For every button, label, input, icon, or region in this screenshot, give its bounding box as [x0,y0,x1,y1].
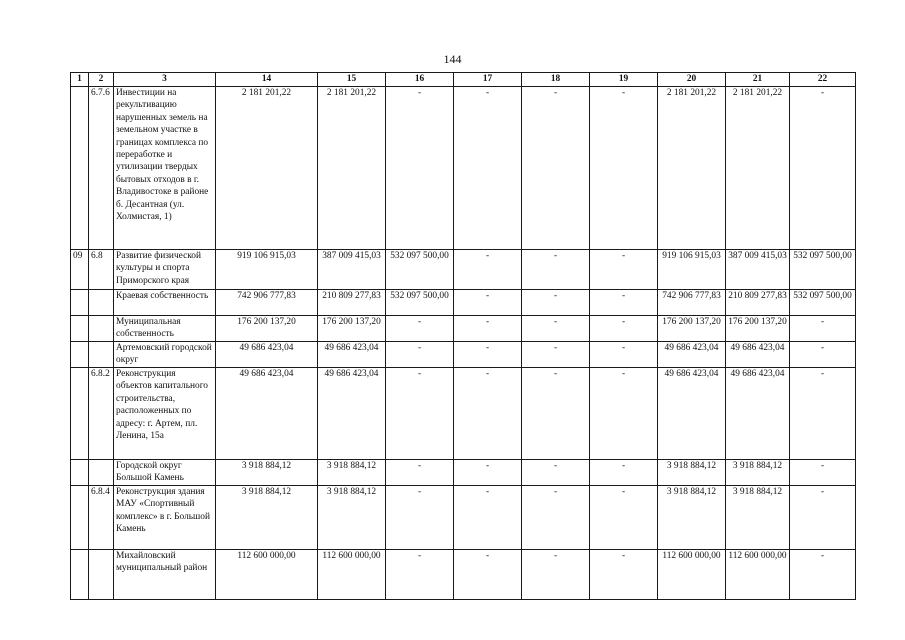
cell-col-16: - [386,460,454,486]
cell-code [71,460,89,486]
cell-col-19: - [590,486,658,550]
cell-col-20: 742 906 777,83 [658,290,726,316]
cell-col-17: - [454,368,522,460]
cell-col-19: - [590,368,658,460]
cell-col-21: 387 009 415,03 [726,250,790,290]
cell-col-15: 49 686 423,04 [318,368,386,460]
table-row [71,316,856,342]
cell-col-18: - [522,368,590,460]
col-header-19: 19 [590,73,658,87]
cell-col-22: - [790,460,856,486]
cell-col-21: 2 181 201,22 [726,87,790,250]
cell-col-16: - [386,342,454,368]
cell-subsection [89,460,114,486]
table-row [71,250,856,290]
cell-col-17: - [454,486,522,550]
cell-col-22: - [790,486,856,550]
cell-col-16: - [386,486,454,550]
col-header-18: 18 [522,73,590,87]
cell-name: Михайловский муниципальный район [114,550,216,600]
cell-col-21: 176 200 137,20 [726,316,790,342]
cell-subsection [89,290,114,316]
table-row [71,460,856,486]
cell-name: Городской округ Большой Камень [114,460,216,486]
cell-code [71,290,89,316]
col-header-21: 21 [726,73,790,87]
cell-col-14: 176 200 137,20 [216,316,318,342]
cell-col-22: - [790,550,856,600]
cell-col-21: 3 918 884,12 [726,486,790,550]
budget-table [70,72,856,600]
col-header-17: 17 [454,73,522,87]
cell-col-20: 3 918 884,12 [658,460,726,486]
cell-code [71,550,89,600]
cell-name: Краевая собственность [114,290,216,316]
cell-code [71,342,89,368]
cell-col-17: - [454,290,522,316]
cell-col-17: - [454,550,522,600]
cell-col-20: 49 686 423,04 [658,342,726,368]
cell-col-18: - [522,486,590,550]
cell-name: Инвестиции на рекультивацию нарушенных земель на земельном участке в границах комплекса по переработке и утилизации твердых бытовых отходов в г. Владивостоке в районе б. Десантная (ул. Холмистая, 1) [114,87,216,250]
cell-col-15: 210 809 277,83 [318,290,386,316]
cell-col-14: 49 686 423,04 [216,368,318,460]
cell-col-14: 3 918 884,12 [216,486,318,550]
cell-col-16: - [386,550,454,600]
cell-code [71,87,89,250]
cell-subsection [89,316,114,342]
table-row [71,486,856,550]
cell-name: Реконструкция здания МАУ «Спортивный комплекс» в г. Большой Камень [114,486,216,550]
cell-code [71,316,89,342]
cell-col-21: 3 918 884,12 [726,460,790,486]
cell-col-22: - [790,87,856,250]
cell-col-18: - [522,550,590,600]
cell-col-14: 2 181 201,22 [216,87,318,250]
cell-col-21: 49 686 423,04 [726,342,790,368]
cell-col-22: - [790,316,856,342]
cell-col-21: 112 600 000,00 [726,550,790,600]
cell-col-16: - [386,316,454,342]
cell-col-18: - [522,290,590,316]
cell-col-19: - [590,250,658,290]
table-row [71,87,856,250]
cell-col-20: 49 686 423,04 [658,368,726,460]
header-row [71,73,856,87]
cell-col-20: 2 181 201,22 [658,87,726,250]
col-header-1: 1 [71,73,89,87]
cell-col-20: 112 600 000,00 [658,550,726,600]
table-row [71,290,856,316]
table-header [71,73,856,87]
col-header-3: 3 [114,73,216,87]
cell-col-18: - [522,87,590,250]
cell-col-19: - [590,550,658,600]
cell-subsection [89,342,114,368]
cell-col-15: 2 181 201,22 [318,87,386,250]
cell-col-22: 532 097 500,00 [790,290,856,316]
table-row [71,550,856,600]
cell-col-21: 210 809 277,83 [726,290,790,316]
cell-name: Развитие физической культуры и спорта Приморского края [114,250,216,290]
cell-col-18: - [522,250,590,290]
col-header-14: 14 [216,73,318,87]
cell-col-15: 49 686 423,04 [318,342,386,368]
cell-col-16: 532 097 500,00 [386,250,454,290]
cell-col-17: - [454,342,522,368]
col-header-2: 2 [89,73,114,87]
cell-col-15: 3 918 884,12 [318,486,386,550]
cell-code [71,368,89,460]
cell-subsection: 6.8 [89,250,114,290]
cell-col-18: - [522,460,590,486]
cell-col-16: - [386,87,454,250]
table-row [71,368,856,460]
cell-col-19: - [590,342,658,368]
page-number: 144 [443,52,462,66]
cell-col-20: 919 106 915,03 [658,250,726,290]
cell-name: Реконструкция объектов капитального строительства, расположенных по адресу: г. Артем, пл. Ленина, 15а [114,368,216,460]
cell-col-19: - [590,460,658,486]
cell-col-22: 532 097 500,00 [790,250,856,290]
cell-col-14: 919 106 915,03 [216,250,318,290]
cell-col-17: - [454,460,522,486]
cell-col-14: 3 918 884,12 [216,460,318,486]
cell-col-15: 112 600 000,00 [318,550,386,600]
col-header-15: 15 [318,73,386,87]
cell-col-18: - [522,316,590,342]
cell-name: Артемовский городской округ [114,342,216,368]
col-header-22: 22 [790,73,856,87]
cell-name: Муниципальная собственность [114,316,216,342]
cell-col-22: - [790,342,856,368]
cell-col-20: 3 918 884,12 [658,486,726,550]
cell-subsection: 6.7.6 [89,87,114,250]
cell-col-17: - [454,316,522,342]
cell-col-16: 532 097 500,00 [386,290,454,316]
cell-col-17: - [454,250,522,290]
cell-col-15: 3 918 884,12 [318,460,386,486]
col-header-16: 16 [386,73,454,87]
col-header-20: 20 [658,73,726,87]
cell-col-14: 742 906 777,83 [216,290,318,316]
cell-code [71,486,89,550]
cell-col-14: 112 600 000,00 [216,550,318,600]
cell-subsection: 6.8.2 [89,368,114,460]
cell-col-18: - [522,342,590,368]
cell-col-22: - [790,368,856,460]
table-row [71,342,856,368]
cell-col-14: 49 686 423,04 [216,342,318,368]
cell-subsection [89,550,114,600]
cell-col-15: 176 200 137,20 [318,316,386,342]
cell-col-16: - [386,368,454,460]
cell-col-15: 387 009 415,03 [318,250,386,290]
cell-col-19: - [590,87,658,250]
cell-code: 09 [71,250,89,290]
cell-col-19: - [590,316,658,342]
cell-col-20: 176 200 137,20 [658,316,726,342]
cell-col-17: - [454,87,522,250]
cell-col-21: 49 686 423,04 [726,368,790,460]
cell-col-19: - [590,290,658,316]
cell-subsection: 6.8.4 [89,486,114,550]
